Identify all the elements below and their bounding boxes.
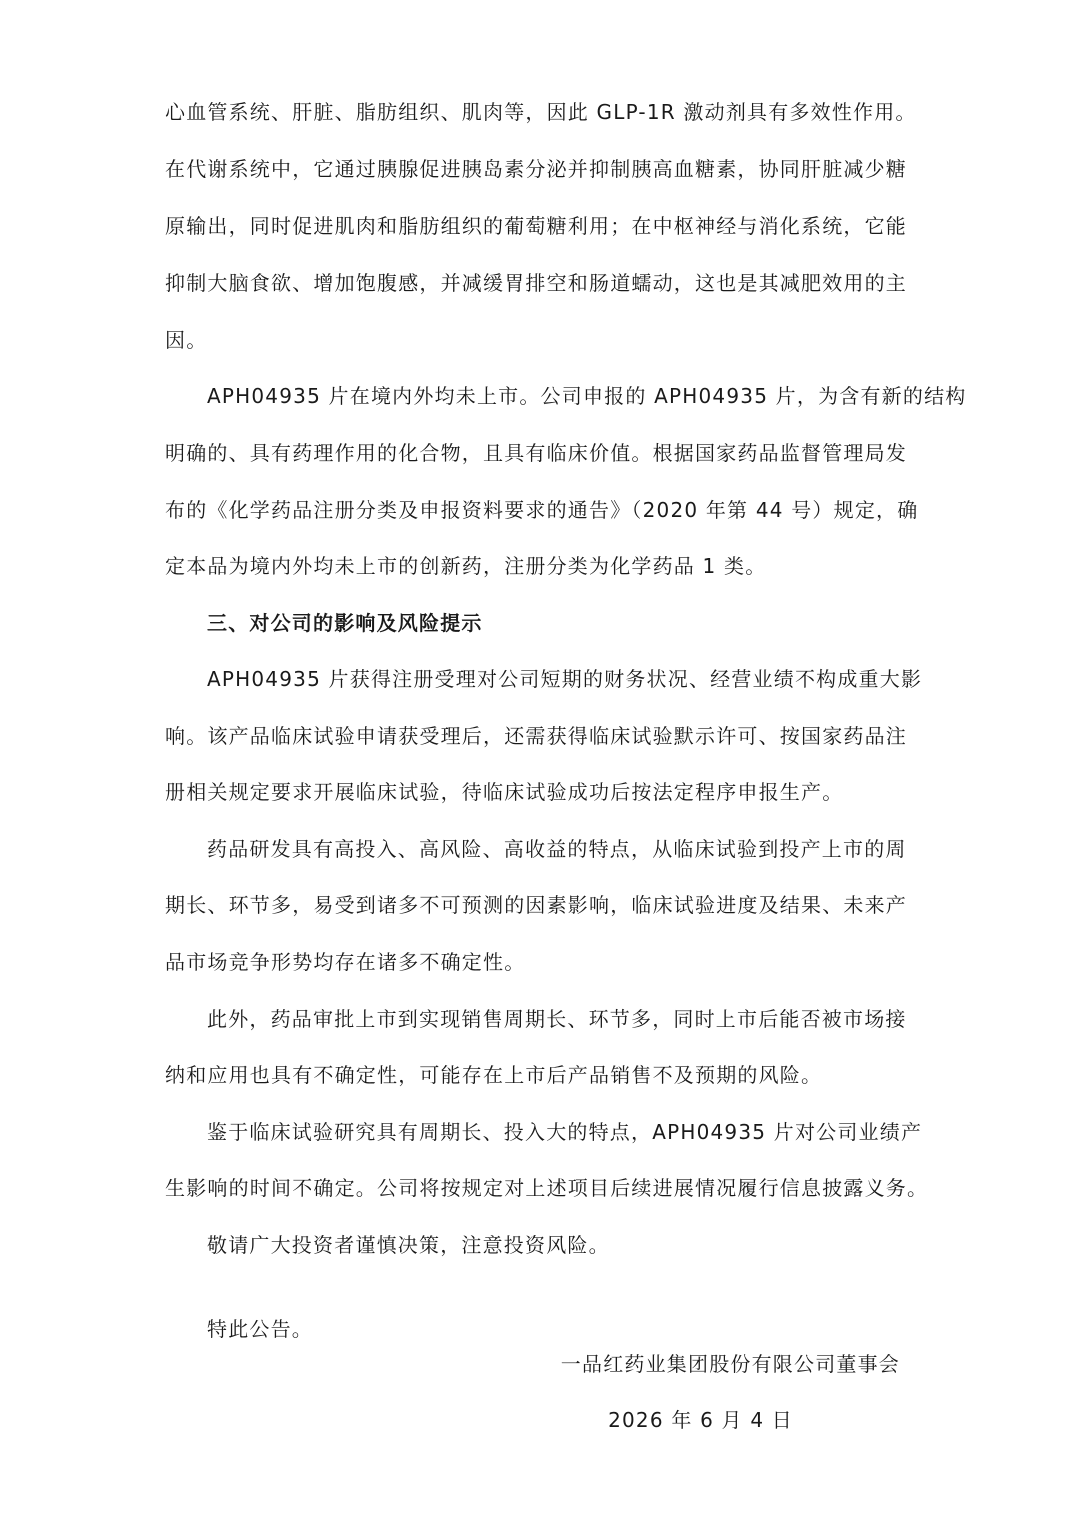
body-line: 在代谢系统中，它通过胰腺促进胰岛素分泌并抑制胰高血糖素，协同肝脏减少糖	[165, 157, 907, 181]
body-line: 品市场竞争形势均存在诸多不确定性。	[165, 950, 526, 974]
body-line: APH04935 片获得注册受理对公司短期的财务状况、经营业绩不构成重大影	[207, 667, 923, 691]
section-heading: 三、对公司的影响及风险提示	[207, 611, 483, 635]
body-line: 期长、环节多，易受到诸多不可预测的因素影响，临床试验进度及结果、未来产	[165, 893, 907, 917]
date: 2026 年 6 月 4 日	[608, 1408, 793, 1432]
body-line: 药品研发具有高投入、高风险、高收益的特点，从临床试验到投产上市的周	[207, 837, 907, 861]
body-line: 布的《化学药品注册分类及申报资料要求的通告》（2020 年第 44 号）规定，确	[165, 498, 919, 522]
body-line: 此外，药品审批上市到实现销售周期长、环节多，同时上市后能否被市场接	[207, 1007, 907, 1031]
body-line: 定本品为境内外均未上市的创新药，注册分类为化学药品 1 类。	[165, 554, 767, 578]
body-line: 纳和应用也具有不确定性，可能存在上市后产品销售不及预期的风险。	[165, 1063, 823, 1087]
body-line: 抑制大脑食欲、增加饱腹感，并减缓胃排空和肠道蠕动，这也是其减肥效用的主	[165, 271, 907, 295]
body-line: 册相关规定要求开展临床试验，待临床试验成功后按法定程序申报生产。	[165, 780, 844, 804]
body-line: 生影响的时间不确定。公司将按规定对上述项目后续进展情况履行信息披露义务。	[165, 1176, 929, 1200]
body-line: APH04935 片在境内外均未上市。公司申报的 APH04935 片，为含有新的结构	[207, 384, 967, 408]
body-line: 响。该产品临床试验申请获受理后，还需获得临床试验默示许可、按国家药品注	[165, 724, 907, 748]
signature: 一品红药业集团股份有限公司董事会	[560, 1352, 900, 1376]
closing-line: 特此公告。	[207, 1317, 313, 1341]
body-line: 因。	[165, 328, 208, 352]
body-line: 心血管系统、肝脏、脂肪组织、肌肉等，因此 GLP-1R 激动剂具有多效性作用。	[165, 100, 917, 124]
body-line: 鉴于临床试验研究具有周期长、投入大的特点，APH04935 片对公司业绩产	[207, 1120, 923, 1144]
body-line: 明确的、具有药理作用的化合物，且具有临床价值。根据国家药品监督管理局发	[165, 441, 907, 465]
body-line: 敬请广大投资者谨慎决策，注意投资风险。	[207, 1233, 610, 1257]
body-line: 原输出，同时促进肌肉和脂肪组织的葡萄糖利用；在中枢神经与消化系统，它能	[165, 214, 907, 238]
